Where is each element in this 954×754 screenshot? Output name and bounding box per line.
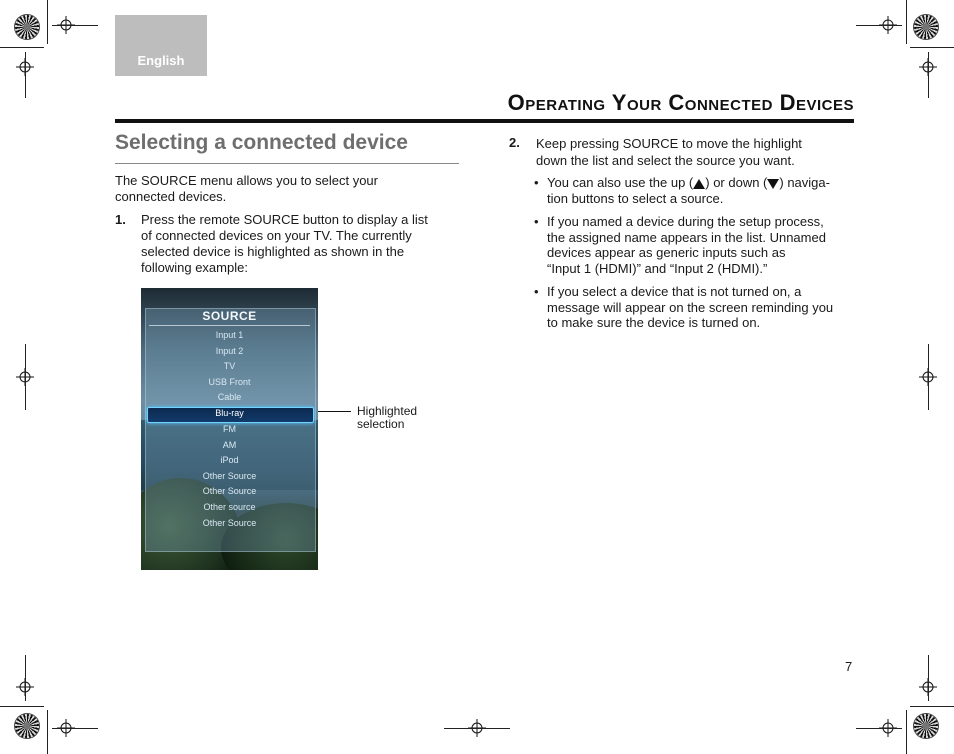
chapter-title: Operating Your Connected Devices	[507, 90, 854, 115]
bullet-line: to make sure the device is turned on.	[547, 315, 761, 330]
section-rule	[115, 163, 459, 164]
bullet-line	[547, 175, 857, 191]
crop-mark	[25, 52, 26, 98]
crop-mark	[25, 655, 26, 701]
bullet-line: devices appear as generic inputs such as	[547, 245, 786, 260]
source-item[interactable]: iPod	[220, 455, 239, 465]
bullet-3-text	[547, 284, 857, 331]
section-title: Selecting a connected device	[115, 131, 408, 154]
source-menu-title: SOURCE	[202, 309, 257, 323]
bullet-icon: •	[534, 214, 539, 229]
crop-mark	[444, 728, 510, 729]
crop-mark	[856, 25, 902, 26]
source-item[interactable]: FM	[223, 424, 236, 434]
up-arrow-icon	[693, 179, 705, 189]
page-number: 7	[845, 659, 853, 674]
step-line: of connected devices on your TV. The currently	[141, 228, 412, 243]
bullet-line: message will appear on the screen reminding you	[547, 299, 834, 315]
step-line: down the list and select the source you want.	[536, 153, 795, 168]
crop-mark	[47, 710, 48, 754]
step-line: following example:	[141, 260, 248, 275]
source-item[interactable]: TV	[223, 361, 236, 371]
bullet-icon: •	[534, 284, 539, 299]
callout-line: Highlighted	[357, 404, 418, 418]
bullet-text: You can also use the up (	[547, 175, 694, 190]
registration-rosette-icon	[15, 15, 39, 39]
language-tab	[115, 15, 207, 76]
crop-mark	[910, 47, 954, 48]
step-line: selected device is highlighted as shown in the	[141, 244, 405, 259]
source-item[interactable]: Input 2	[215, 346, 244, 356]
bullet-line: “Input 1 (HDMI)” and “Input 2 (HDMI).”	[547, 260, 768, 276]
step-line: Press the remote SOURCE button to display a list	[141, 212, 428, 227]
bullet-2-text	[547, 214, 857, 276]
crop-mark	[856, 728, 902, 729]
source-item[interactable]: AM	[222, 440, 237, 450]
source-menu-divider	[149, 325, 310, 326]
source-item[interactable]: USB Front	[208, 377, 251, 387]
crop-mark	[906, 0, 907, 44]
callout-label	[357, 405, 417, 431]
source-item[interactable]: Other Source	[202, 518, 257, 528]
registration-rosette-icon	[15, 714, 39, 738]
source-item[interactable]: Cable	[217, 392, 242, 402]
registration-rosette-icon	[914, 714, 938, 738]
bullet-text: ) or down (	[705, 175, 768, 190]
bullet-line: If you select a device that is not turned on, a	[547, 284, 802, 299]
source-item[interactable]: Input 1	[215, 330, 244, 340]
callout-line: selection	[357, 417, 405, 431]
bullet-line: the assigned name appears in the list. Unnamed	[547, 229, 826, 245]
crop-mark	[928, 52, 929, 98]
bullet-1-text	[547, 175, 857, 207]
crop-mark	[52, 728, 98, 729]
crop-mark	[928, 344, 929, 410]
language-tab-label: English	[137, 53, 185, 68]
registration-rosette-icon	[914, 15, 938, 39]
step-number: 2.	[509, 135, 520, 150]
intro-paragraph: The SOURCE menu allows you to select your connected devices.	[115, 173, 378, 204]
down-arrow-icon	[767, 179, 779, 189]
crop-mark	[52, 25, 98, 26]
source-item[interactable]: Other source	[203, 502, 256, 512]
bullet-line: If you named a device during the setup process,	[547, 214, 824, 229]
step-2-text	[536, 135, 856, 169]
crop-mark	[47, 0, 48, 44]
crop-mark	[0, 706, 44, 707]
step-number: 1.	[115, 212, 126, 227]
step-line: Keep pressing SOURCE to move the highlight	[536, 136, 802, 151]
tv-source-menu-screenshot	[141, 288, 318, 570]
callout-leader-line	[318, 411, 351, 412]
crop-mark	[0, 47, 44, 48]
source-item[interactable]: Other Source	[202, 471, 257, 481]
step-1-text	[141, 212, 471, 276]
crop-mark	[910, 706, 954, 707]
bullet-icon: •	[534, 175, 539, 190]
bullet-text: ) naviga-	[779, 175, 830, 190]
crop-mark	[906, 710, 907, 754]
bullet-line: tion buttons to select a source.	[547, 191, 724, 206]
crop-mark	[928, 655, 929, 701]
chapter-rule	[115, 119, 854, 123]
source-item[interactable]: Other Source	[202, 486, 257, 496]
crop-mark	[25, 344, 26, 410]
source-item-selected[interactable]: Blu-ray	[215, 408, 244, 418]
